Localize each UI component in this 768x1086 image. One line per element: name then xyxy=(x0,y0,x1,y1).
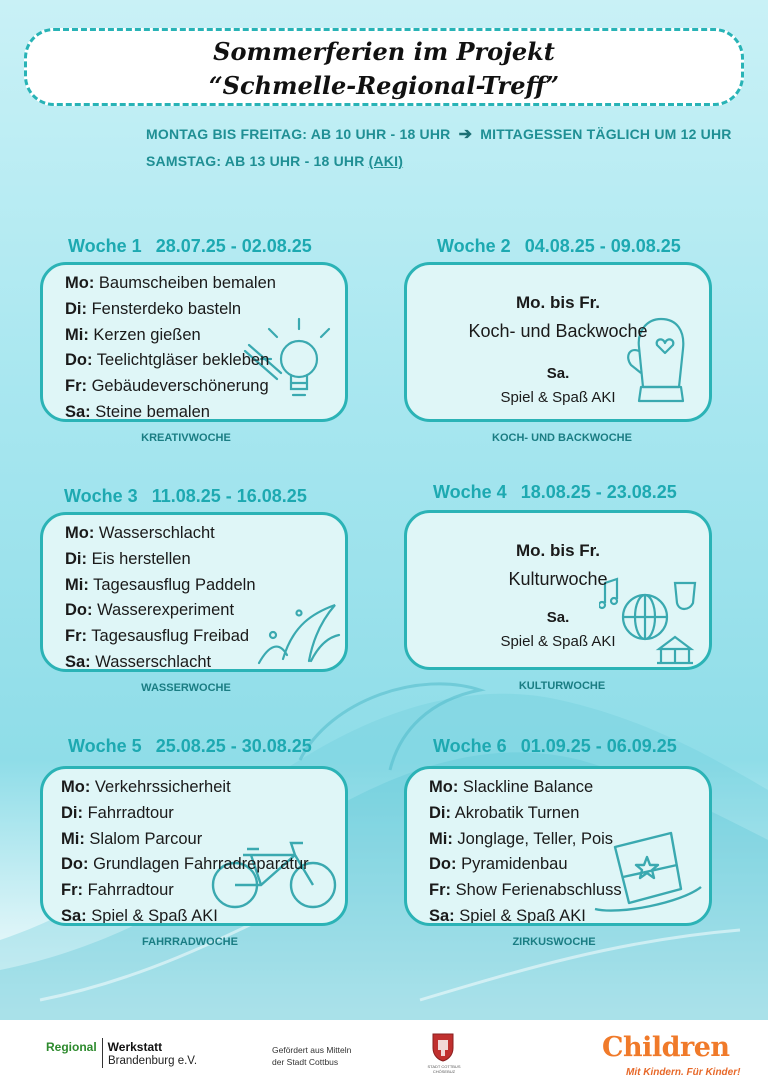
list-item: Do: Teelichtgläser bekleben xyxy=(65,351,270,370)
week-3-heading xyxy=(64,486,307,507)
week-5-heading xyxy=(68,736,312,757)
list-item: Fr: Gebäudeverschönerung xyxy=(65,377,269,396)
week-4-theme: KULTURWOCHE xyxy=(518,680,606,692)
week-dates: 25.08.25 - 30.08.25 xyxy=(155,736,312,756)
saturday-text: Spiel & Spaß AKI xyxy=(500,389,616,406)
week-1-heading xyxy=(68,236,312,257)
week-4-card xyxy=(404,510,712,670)
week-label: Woche 1 xyxy=(68,236,142,256)
arrow-right-icon: ➔ xyxy=(458,126,473,143)
weekday-text: Koch- und Backwoche xyxy=(468,321,648,341)
list-item: Mo: Verkehrssicherheit xyxy=(61,778,231,796)
activity-list xyxy=(61,775,309,926)
week-label: Woche 6 xyxy=(433,736,507,756)
list-item: Mi: Kerzen gießen xyxy=(65,325,201,344)
list-item: Mo: Slackline Balance xyxy=(429,778,594,796)
list-item: Mi: Tagesausflug Paddeln xyxy=(65,575,256,594)
list-item: Do: Pyramidenbau xyxy=(429,855,568,874)
activity-list xyxy=(429,775,622,926)
title-banner xyxy=(24,28,744,106)
list-item: Do: Wasserexperiment xyxy=(65,601,235,620)
week-6-theme: ZIRKUSWOCHE xyxy=(512,936,596,948)
week-2-theme: KOCH- UND BACKWOCHE xyxy=(492,432,632,444)
saturday-text: Spiel & Spaß AKI xyxy=(500,633,616,650)
week-dates: 11.08.25 - 16.08.25 xyxy=(151,486,307,506)
list-item: Fr: Show Ferienabschluss xyxy=(429,881,622,900)
children-tagline: Mit Kindern. Für Kinder! xyxy=(626,1067,741,1078)
list-item: Di: Fensterdeko basteln xyxy=(65,299,242,318)
week-dates: 04.08.25 - 09.08.25 xyxy=(524,236,681,256)
week-4-heading xyxy=(433,482,677,503)
list-item: Mo: Baumscheiben bemalen xyxy=(65,274,276,292)
opening-hours-saturday xyxy=(146,153,403,169)
weekday-hours: MONTAG BIS FREITAG: AB 10 UHR - 18 UHR xyxy=(146,126,451,142)
list-item: Fr: Tagesausflug Freibad xyxy=(65,627,250,646)
water-splash-icon xyxy=(249,595,343,669)
funding-note xyxy=(272,1044,351,1068)
list-item: Sa: Wasserschlacht xyxy=(65,652,212,671)
week-label: Woche 4 xyxy=(433,482,507,502)
logo-regional: Regional xyxy=(46,1040,97,1054)
week-1-card xyxy=(40,262,348,422)
cottbus-crest-icon xyxy=(432,1032,454,1062)
children-logo: Children xyxy=(602,1032,730,1063)
week-6-heading xyxy=(433,736,677,757)
list-item: Di: Akrobatik Turnen xyxy=(429,803,580,822)
week-5-theme: FAHRRADWOCHE xyxy=(142,936,238,948)
week-dates: 01.09.25 - 06.09.25 xyxy=(520,736,677,756)
funding-line-2: der Stadt Cottbus xyxy=(272,1057,339,1067)
week-5-card xyxy=(40,766,348,926)
week-label: Woche 5 xyxy=(68,736,142,756)
week-2-heading xyxy=(437,236,681,257)
list-item: Mo: Wasserschlacht xyxy=(65,524,215,542)
activity-list xyxy=(65,521,256,672)
week-6-card xyxy=(404,766,712,926)
footer xyxy=(0,1020,768,1086)
list-item: Di: Fahrradtour xyxy=(61,803,174,822)
list-item: Mi: Jonglage, Teller, Pois xyxy=(429,829,614,848)
list-item: Sa: Spiel & Spaß AKI xyxy=(429,906,586,925)
week-dates: 18.08.25 - 23.08.25 xyxy=(520,482,677,502)
title-line-2: “Schmelle-Regional-Treff” xyxy=(208,71,560,100)
activity-list xyxy=(65,271,276,422)
weekday-heading: Mo. bis Fr. xyxy=(515,541,601,560)
list-item: Sa: Steine bemalen xyxy=(65,402,210,421)
saturday-heading: Sa. xyxy=(546,609,570,626)
list-item: Sa: Spiel & Spaß AKI xyxy=(61,906,218,925)
list-item: Fr: Fahrradtour xyxy=(61,881,174,900)
regional-werkstatt-logo xyxy=(46,1038,198,1068)
weekday-heading: Mo. bis Fr. xyxy=(515,293,601,312)
list-item: Mi: Slalom Parcour xyxy=(61,829,203,848)
saturday-hours: SAMSTAG: AB 13 UHR - 18 UHR xyxy=(146,153,365,169)
week-label: Woche 2 xyxy=(437,236,511,256)
week-3-card xyxy=(40,512,348,672)
week-1-theme: KREATIVWOCHE xyxy=(141,432,231,444)
saturday-heading: Sa. xyxy=(546,365,570,382)
week-label: Woche 3 xyxy=(64,486,138,506)
logo-divider xyxy=(102,1038,103,1068)
saturday-aki: (AKI) xyxy=(368,153,404,169)
crest-label: STADT COTTBUS CHÓSEBUZ xyxy=(427,1064,461,1074)
week-2-card xyxy=(404,262,712,422)
opening-hours-weekdays xyxy=(146,124,732,144)
logo-brandenburg: Brandenburg e.V. xyxy=(108,1055,198,1067)
lunch-info: MITTAGESSEN TÄGLICH UM 12 UHR xyxy=(480,126,732,142)
weekday-text: Kulturwoche xyxy=(508,569,608,589)
week-3-theme: WASSERWOCHE xyxy=(141,682,231,694)
title-line-1: Sommerferien im Projekt xyxy=(213,37,555,66)
list-item: Do: Grundlagen Fahrradreparatur xyxy=(61,855,309,874)
list-item: Di: Eis herstellen xyxy=(65,549,191,568)
funding-line-1: Gefördert aus Mitteln xyxy=(272,1045,352,1055)
logo-werkstatt: Werkstatt xyxy=(107,1040,163,1054)
week-dates: 28.07.25 - 02.08.25 xyxy=(155,236,312,256)
